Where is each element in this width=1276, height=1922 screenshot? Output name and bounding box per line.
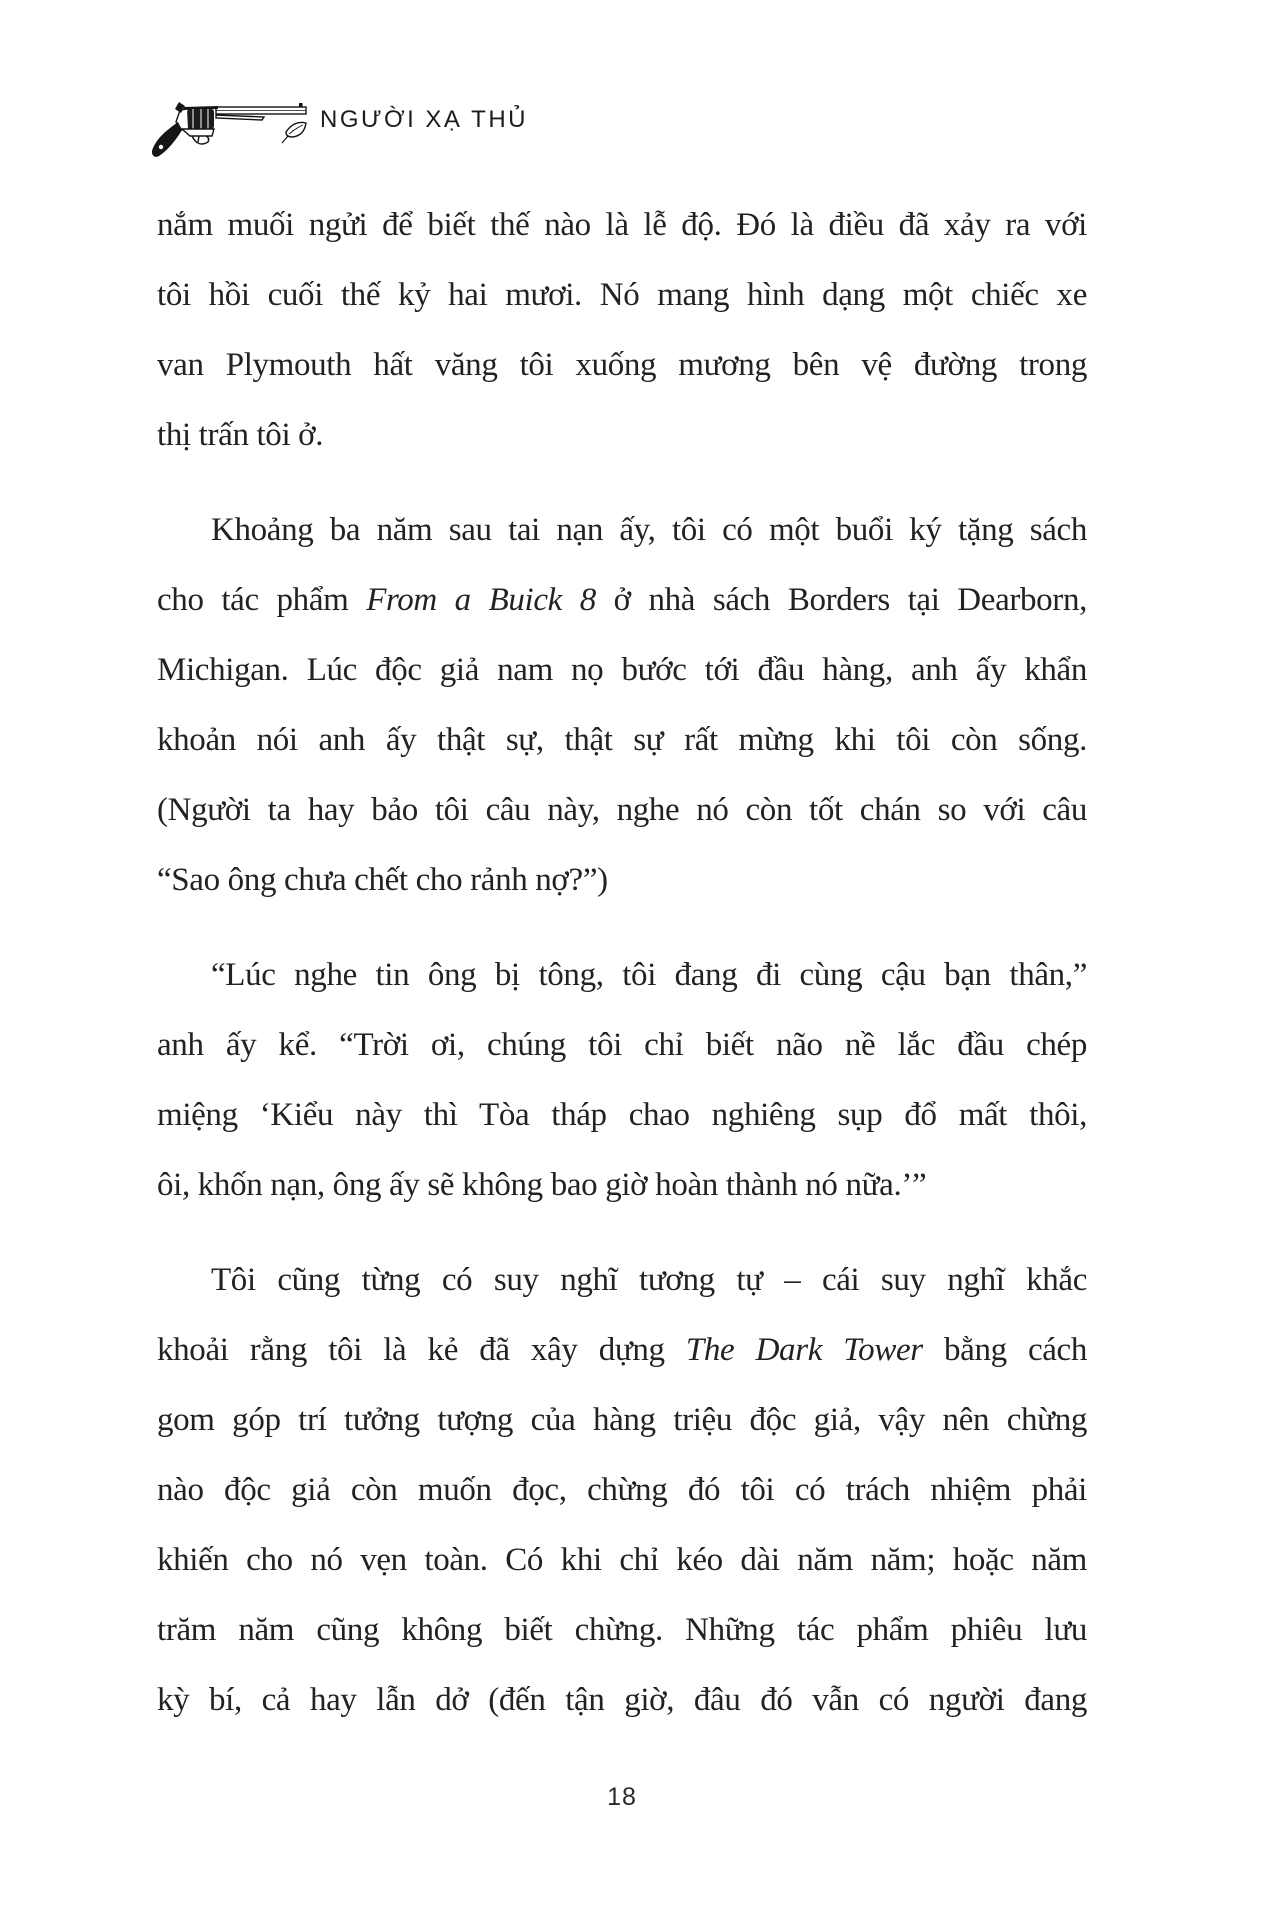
text-line: gom góp trí tưởng tượng của hàng triệu độc giả, vậy nên chừng [157, 1402, 1087, 1438]
text-line: thị trấn tôi ở. [157, 417, 324, 453]
text-line: Tôi cũng từng có suy nghĩ tương tự – cái suy nghĩ khắc [211, 1262, 1087, 1298]
text-line: Michigan. Lúc độc giả nam nọ bước tới đầu hàng, anh ấy khẩn [157, 652, 1087, 688]
text-segment: bằng cách [922, 1332, 1087, 1368]
page-number: 18 [607, 1783, 637, 1811]
text-line: miệng ‘Kiểu này thì Tòa tháp chao nghiêng sụp đổ mất thôi, [157, 1097, 1087, 1133]
text-segment: khoải rằng tôi là kẻ đã xây dựng [157, 1332, 686, 1368]
text-line: anh ấy kể. “Trời ơi, chúng tôi chỉ biết não nề lắc đầu chép [157, 1027, 1087, 1063]
text-line [157, 1315, 1087, 1385]
text-segment: cho tác phẩm [157, 582, 367, 618]
text-segment: ở nhà sách Borders tại Dearborn, [595, 582, 1088, 618]
text-line: “Sao ông chưa chết cho rảnh nợ?”) [157, 862, 608, 898]
text-line: “Lúc nghe tin ông bị tông, tôi đang đi cùng cậu bạn thân,” [211, 957, 1087, 993]
text-line: tôi hồi cuối thế kỷ hai mươi. Nó mang hình dạng một chiếc xe [157, 277, 1087, 313]
text-line: nắm muối ngửi để biết thế nào là lễ độ. Đó là điều đã xảy ra với [157, 207, 1087, 243]
body-text [157, 190, 1087, 1735]
book-title-italic: The Dark Tower [685, 1332, 923, 1368]
paragraph [157, 190, 1087, 470]
revolver-icon [148, 96, 316, 162]
running-header-title: NGƯỜI XẠ THỦ [320, 106, 528, 133]
book-title-italic: From a Buick 8 [366, 582, 596, 618]
text-line: ôi, khốn nạn, ông ấy sẽ không bao giờ hoàn thành nó nữa.’” [157, 1167, 927, 1203]
text-line: khoản nói anh ấy thật sự, thật sự rất mừng khi tôi còn sống. [157, 722, 1087, 758]
paragraph [157, 940, 1087, 1220]
text-line: (Người ta hay bảo tôi câu này, nghe nó còn tốt chán so với câu [157, 792, 1087, 828]
leaf-icon [282, 122, 306, 143]
paragraph [157, 495, 1087, 915]
text-line: trăm năm cũng không biết chừng. Những tác phẩm phiêu lưu [157, 1612, 1087, 1648]
text-line: nào độc giả còn muốn đọc, chừng đó tôi có trách nhiệm phải [157, 1472, 1087, 1508]
paragraph [157, 1245, 1087, 1735]
text-line: kỳ bí, cả hay lẫn dở (đến tận giờ, đâu đó vẫn có người đang [157, 1682, 1087, 1718]
text-line: Khoảng ba năm sau tai nạn ấy, tôi có một buổi ký tặng sách [211, 512, 1087, 548]
text-line: khiến cho nó vẹn toàn. Có khi chỉ kéo dài năm năm; hoặc năm [157, 1542, 1087, 1578]
text-line [157, 565, 1087, 635]
grip [152, 122, 182, 157]
text-line: van Plymouth hất văng tôi xuống mương bên vệ đường trong [157, 347, 1087, 383]
